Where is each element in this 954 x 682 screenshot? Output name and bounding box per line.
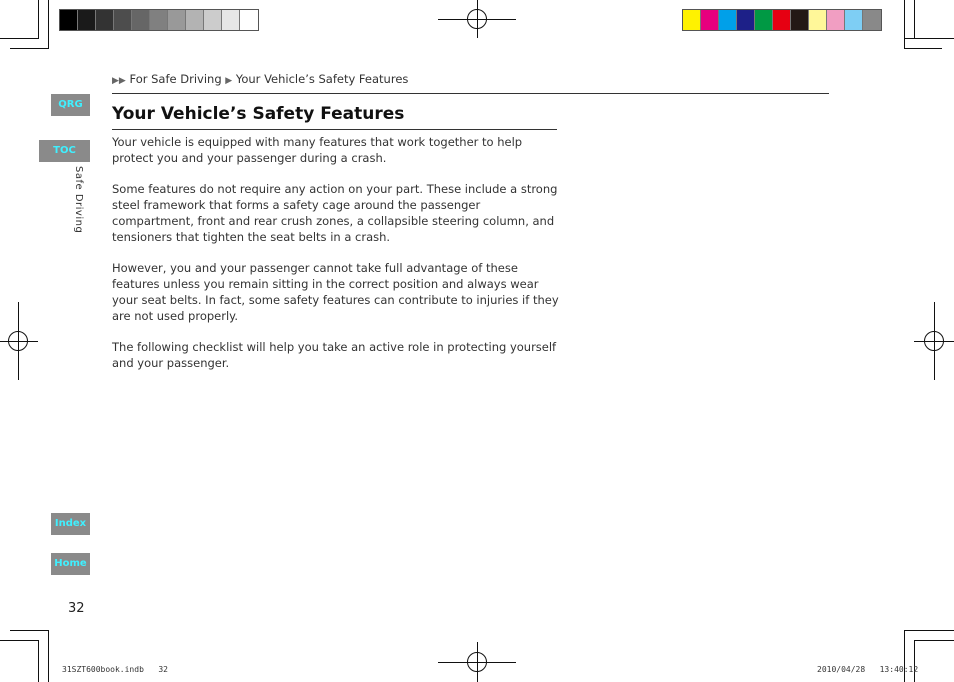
title-underline [112, 129, 557, 130]
color-swatch [737, 10, 755, 30]
registration-mark [8, 331, 28, 351]
paragraph: The following checklist will help you take an active role in protecting yourself and your passenger. [112, 340, 557, 370]
qrg-tab[interactable]: QRG [51, 94, 90, 116]
color-swatch [809, 10, 827, 30]
color-swatch [78, 10, 96, 30]
toc-tab[interactable]: TOC [39, 140, 90, 162]
color-swatch [719, 10, 737, 30]
color-swatch [96, 10, 114, 30]
crop-mark [0, 640, 39, 641]
page-number: 32 [68, 601, 85, 616]
crop-mark [904, 48, 942, 49]
header-rule [112, 93, 829, 94]
crop-mark [904, 630, 905, 682]
color-swatch [683, 10, 701, 30]
crop-mark [48, 0, 49, 49]
crop-mark [904, 630, 954, 631]
paragraph: Some features do not require any action on your part. These include a strong steel framework that forms a safety cage around the passenger compartment, front and rear crush zones, a collapsible steering column, and tensioners that tighten the seat belts in a crash. [112, 182, 558, 244]
registration-mark [467, 652, 487, 672]
color-swatch [701, 10, 719, 30]
grayscale-color-bar [59, 9, 259, 31]
crop-mark [0, 38, 39, 39]
crop-mark [10, 630, 48, 631]
crop-mark [38, 640, 39, 682]
color-swatch [791, 10, 809, 30]
registration-mark [467, 9, 487, 29]
page-title: Your Vehicle’s Safety Features [112, 104, 405, 124]
paragraph: However, you and your passenger cannot take full advantage of these features unless you remain sitting in the correct position and always wear your seat belts. In fact, some safety features can contribute to injuries if they are not used properly. [112, 261, 559, 323]
crop-mark [914, 640, 915, 682]
breadcrumb-separator: ▶ [225, 76, 233, 86]
footer-file: 31SZT600book.indb 32 [62, 665, 168, 674]
color-swatch [204, 10, 222, 30]
crop-mark [10, 48, 48, 49]
color-swatch [240, 10, 258, 30]
home-tab[interactable]: Home [51, 553, 90, 575]
crop-mark [904, 38, 954, 39]
color-swatch [827, 10, 845, 30]
color-swatch [168, 10, 186, 30]
color-swatch [845, 10, 863, 30]
color-swatch [114, 10, 132, 30]
crop-mark [914, 0, 915, 39]
color-swatch [863, 10, 881, 30]
crop-mark [914, 640, 954, 641]
breadcrumb [112, 72, 408, 86]
paragraph: Your vehicle is equipped with many features that work together to help protect you and your passenger during a crash. [112, 135, 523, 165]
index-tab[interactable]: Index [51, 513, 90, 535]
process-color-bar [682, 9, 882, 31]
color-swatch [222, 10, 240, 30]
body-text [112, 134, 560, 386]
color-swatch [132, 10, 150, 30]
crop-mark [38, 0, 39, 39]
color-swatch [60, 10, 78, 30]
registration-mark [924, 331, 944, 351]
breadcrumb-current: Your Vehicle’s Safety Features [235, 72, 409, 86]
crop-mark [904, 0, 905, 49]
crop-mark [48, 630, 49, 682]
color-swatch [773, 10, 791, 30]
footer-timestamp: 2010/04/28 13:40:12 [817, 665, 919, 674]
color-swatch [186, 10, 204, 30]
color-swatch [150, 10, 168, 30]
breadcrumb-link-for-safe-driving[interactable]: For Safe Driving [129, 72, 222, 86]
section-label: Safe Driving [73, 166, 84, 234]
breadcrumb-arrows: ▶▶ [112, 76, 126, 86]
color-swatch [755, 10, 773, 30]
